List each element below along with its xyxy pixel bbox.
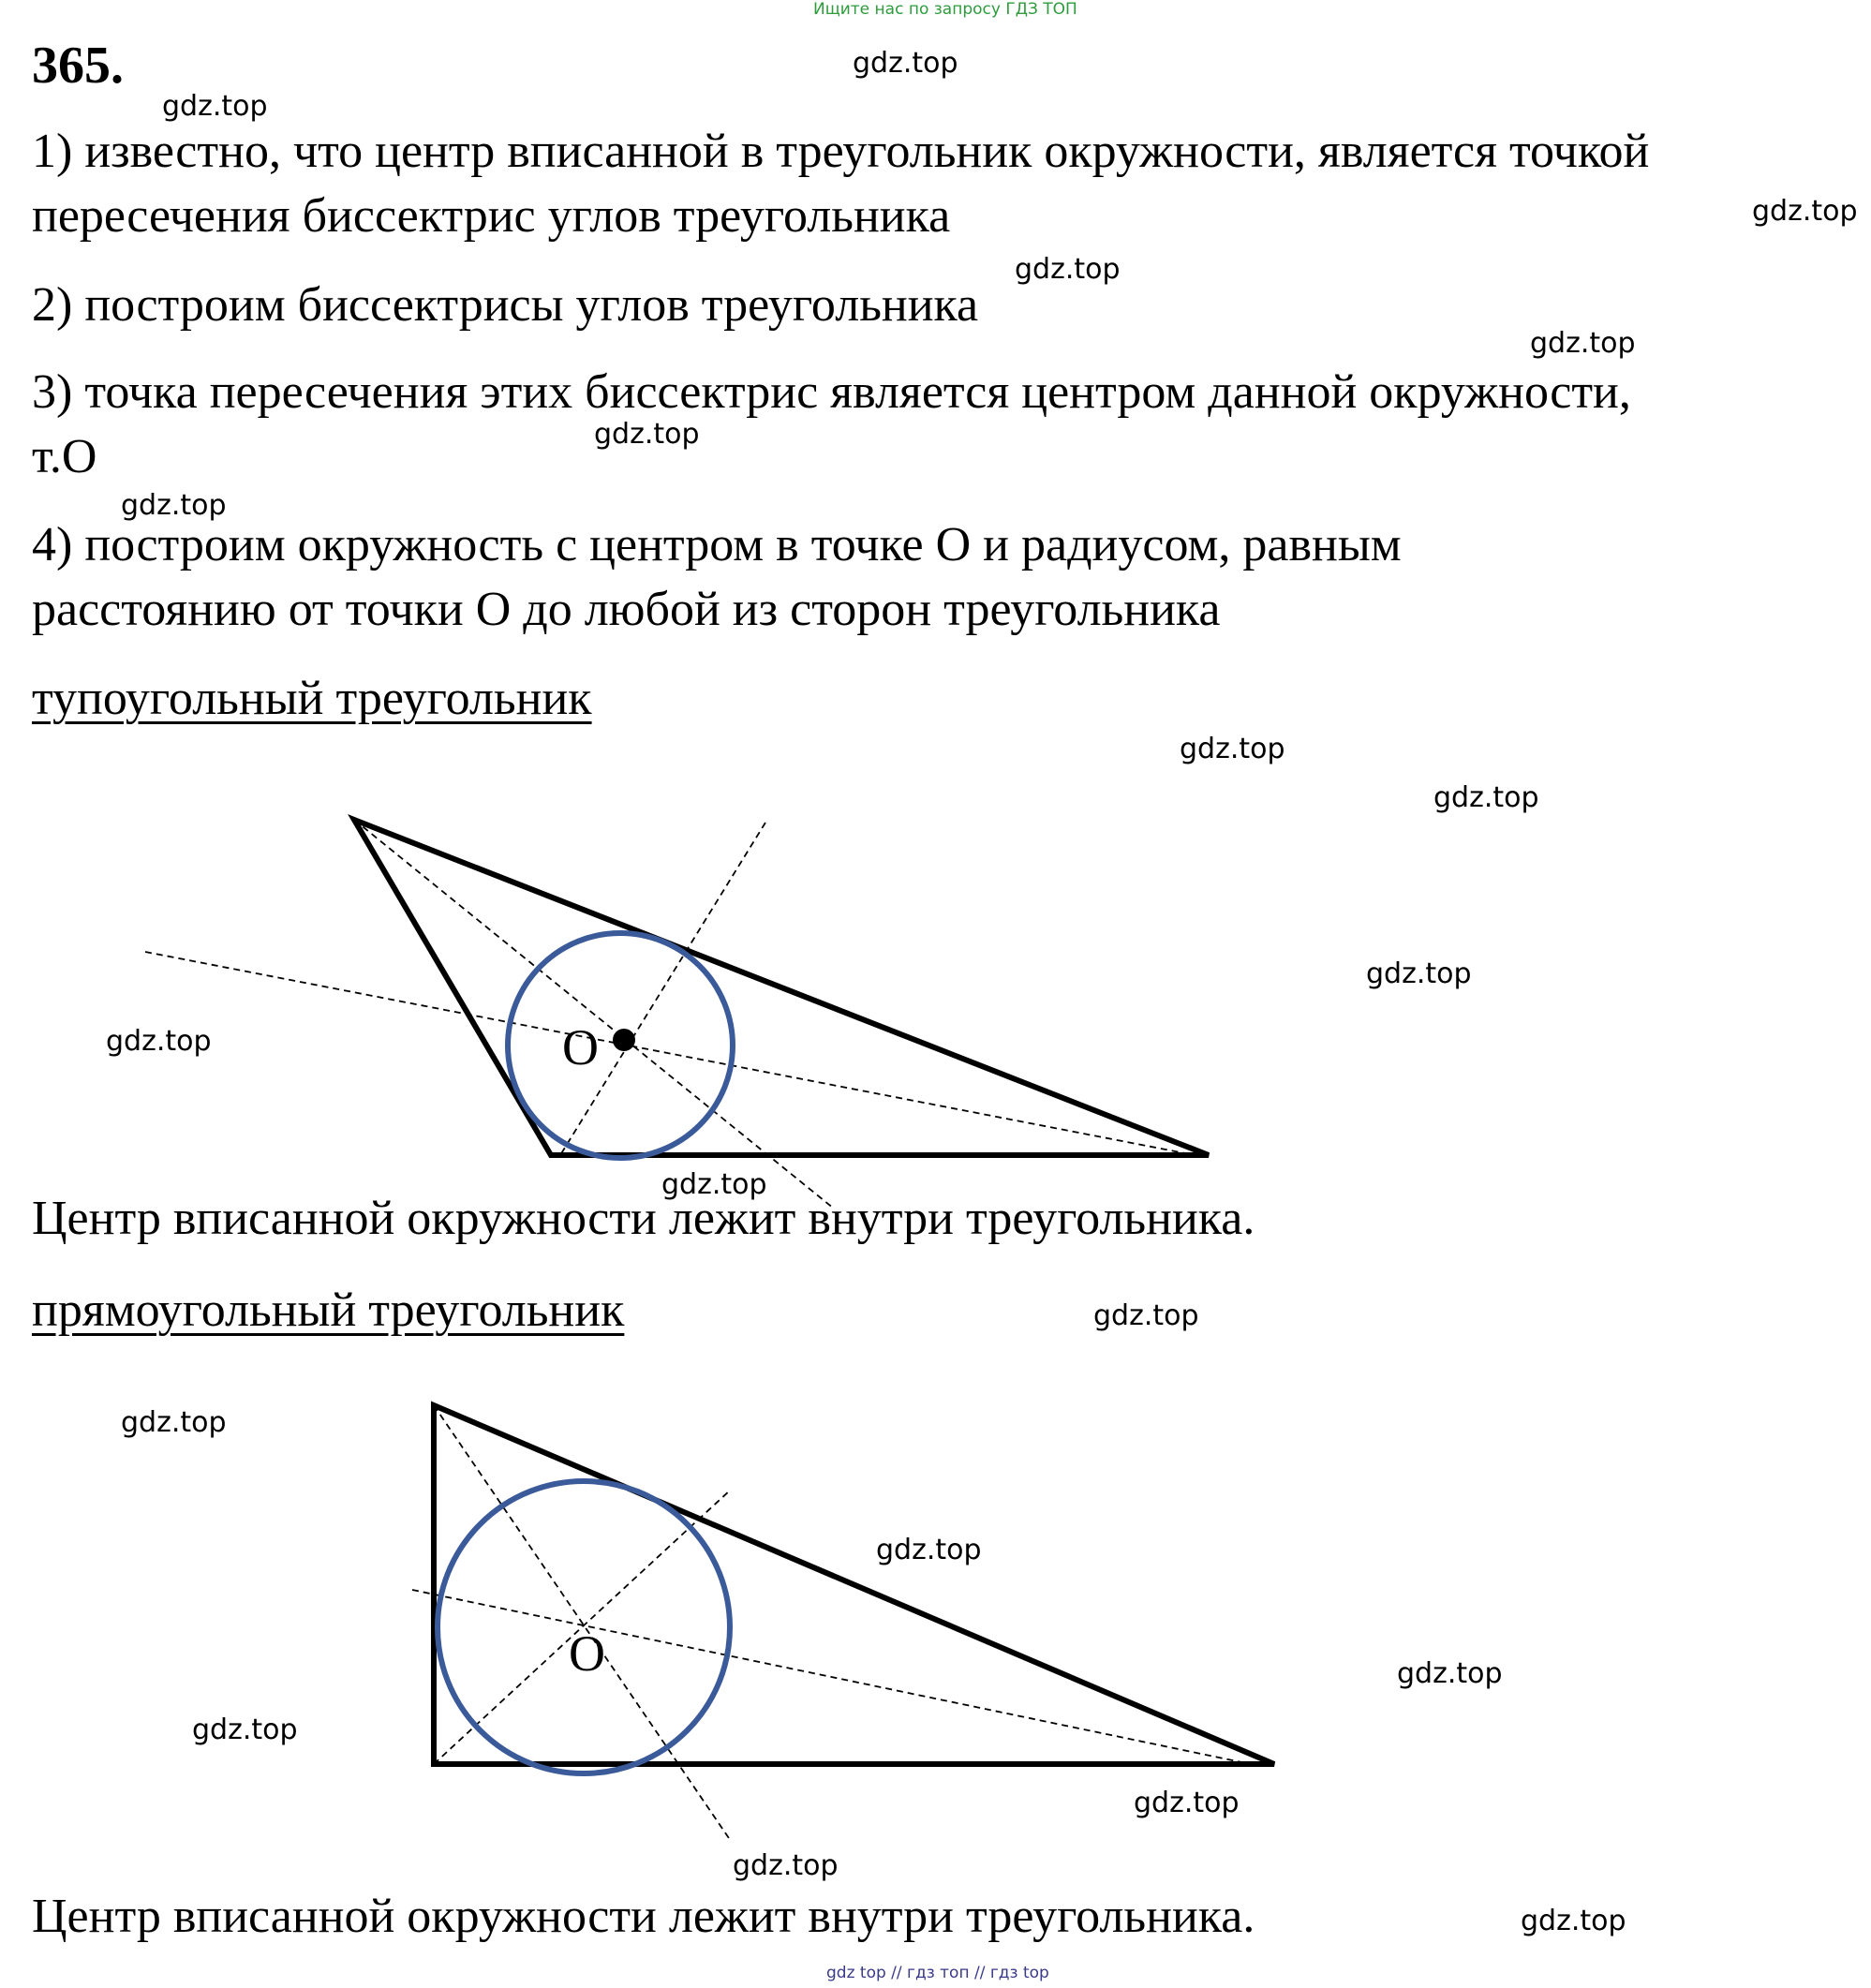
header-note: Ищите нас по запросу ГДЗ ТОП — [813, 0, 1077, 19]
step-2-line-1: 2) построим биссектрисы углов треугольника — [32, 278, 979, 332]
step-3-line-1: 3) точка пересечения этих биссектрис является центром данной окружности, — [32, 365, 1631, 419]
step-3-line-2: т.О — [32, 430, 97, 483]
watermark: gdz.top — [1530, 327, 1636, 360]
watermark: gdz.top — [121, 1406, 227, 1439]
section-2-conclusion: Центр вписанной окружности лежит внутри треугольника. — [32, 1890, 1255, 1943]
section-1-heading: тупоугольный треугольник — [32, 672, 592, 725]
right-triangle-figure — [412, 1405, 1274, 1841]
watermark: gdz.top — [1366, 957, 1472, 990]
watermark: gdz.top — [1521, 1905, 1626, 1937]
step-4-line-2: расстоянию от точки О до любой из сторон треугольника — [32, 583, 1221, 636]
center-point — [613, 1029, 635, 1051]
watermark: gdz.top — [1180, 733, 1285, 765]
step-4-line-1: 4) построим окружность с центром в точке О и радиусом, равным — [32, 518, 1402, 571]
watermark: gdz.top — [1433, 781, 1539, 814]
watermark: gdz.top — [1015, 253, 1121, 286]
right-triangle — [434, 1405, 1274, 1764]
watermark: gdz.top — [594, 418, 700, 451]
watermark: gdz.top — [853, 47, 958, 80]
bisector-line — [412, 1590, 1246, 1763]
section-2-heading: прямоугольный треугольник — [32, 1283, 625, 1337]
watermark: gdz.top — [876, 1534, 982, 1566]
watermark: gdz.top — [121, 489, 227, 522]
obtuse-triangle — [354, 820, 1209, 1155]
watermark: gdz.top — [1397, 1657, 1503, 1690]
section-1-conclusion: Центр вписанной окружности лежит внутри треугольника. — [32, 1192, 1255, 1245]
watermark: gdz.top — [1093, 1299, 1199, 1332]
center-label: O — [562, 1019, 599, 1076]
step-1-line-1: 1) известно, что центр вписанной в треугольник окружности, является точкой — [32, 125, 1650, 178]
center-label: O — [569, 1625, 605, 1682]
bisector-line — [560, 823, 765, 1155]
watermark: gdz.top — [106, 1025, 212, 1058]
problem-number: 365. — [32, 37, 124, 95]
watermark: gdz.top — [1752, 195, 1858, 228]
bisector-line — [145, 952, 1190, 1154]
watermark: gdz.top — [1134, 1787, 1240, 1819]
bisector-line — [354, 820, 834, 1209]
watermark: gdz.top — [162, 90, 268, 123]
watermark: gdz.top — [661, 1168, 767, 1201]
step-1-line-2: пересечения биссектрис углов треугольника — [32, 189, 951, 243]
footer-note: gdz top // гдз топ // гдз top — [826, 1964, 1049, 1982]
obtuse-triangle-figure — [145, 820, 1209, 1209]
watermark: gdz.top — [733, 1849, 839, 1882]
watermark: gdz.top — [192, 1714, 298, 1746]
